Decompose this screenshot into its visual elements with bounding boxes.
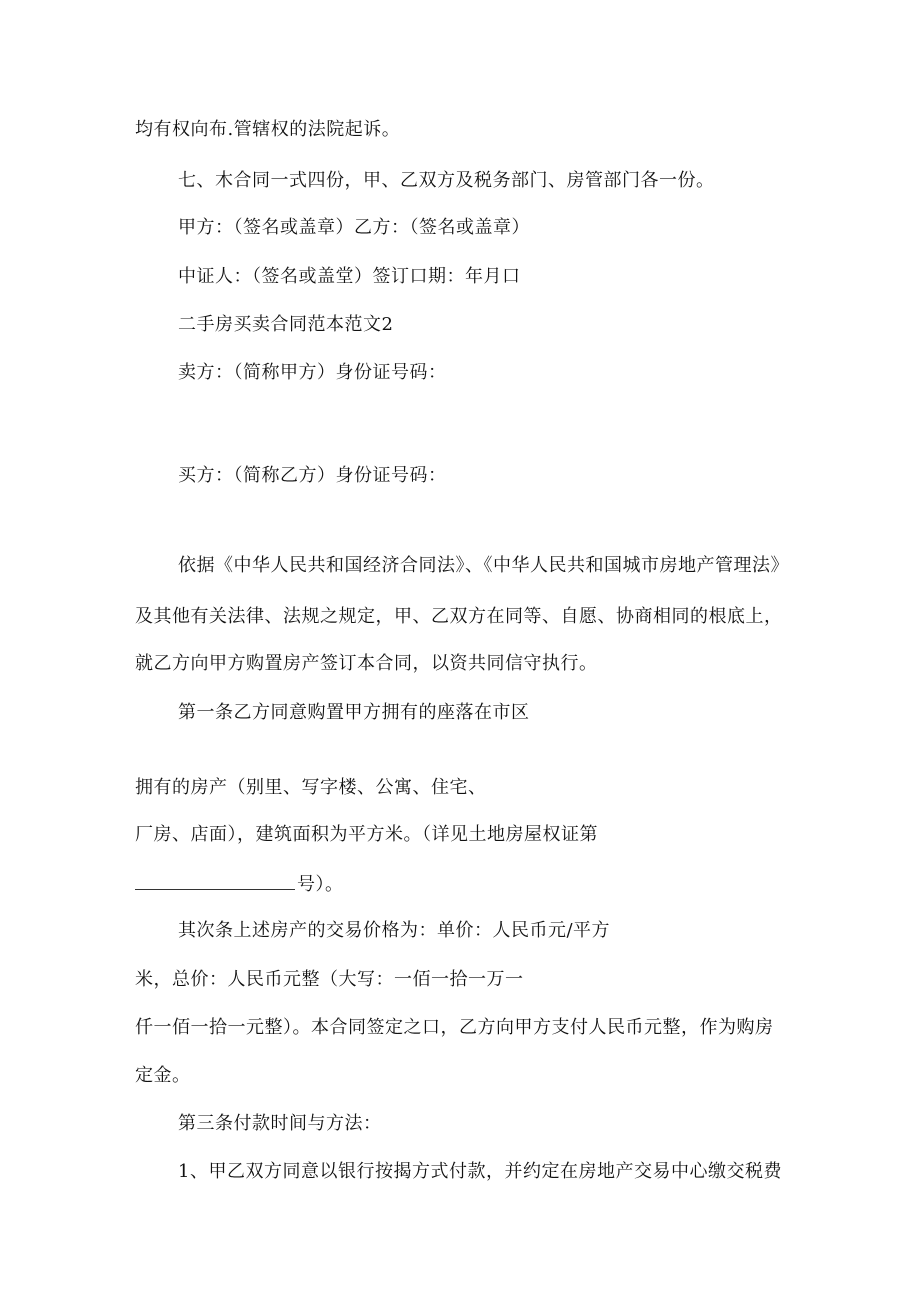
section-heading: 二手房买卖合同范本范文2 — [178, 314, 394, 335]
text-line: 依据《中华人民共和国经济合同法》、《中华人民共和国城市房地产管理法》 — [178, 555, 789, 576]
text-line: 卖方：（简称甲方）身份证号码： — [178, 362, 447, 383]
text-line: 及其他有关法律、法规之规定，甲、乙双方在同等、自愿、协商相同的根底上， — [135, 606, 783, 627]
text-line: 买方：（简称乙方）身份证号码： — [178, 465, 447, 486]
text-line: 1、甲乙双方同意以银行按揭方式付款，并约定在房地产交易中心缴交税费 — [178, 1161, 782, 1182]
text-line: 中证人：（签名或盖堂）签订口期：年月口 — [178, 266, 521, 287]
text-line-with-blank — [135, 871, 344, 897]
fill-in-blank — [135, 871, 295, 890]
text-line: 第三条付款时间与方法： — [178, 1113, 382, 1134]
text-line: 七、木合同一式四份，甲、乙双方及税务部门、房管部门各一份。 — [178, 170, 715, 191]
text-line: 定金。 — [135, 1065, 191, 1086]
text-line: 厂房、店面），建筑面积为平方米。（详见土地房屋权证第 — [135, 824, 598, 845]
text-line: 其次条上述房产的交易价格为：单价：人民币元/平方 — [178, 920, 611, 941]
text-line: 米，总价：人民币元整（大写：一佰一拾一万一 — [135, 969, 524, 990]
text-line: 就乙方向甲方购置房产签订本合同，以资共同信守执行。 — [135, 653, 598, 674]
text-line: 均有权向布.管辖权的法院起诉。 — [135, 119, 401, 140]
text-line: 第一条乙方同意购置甲方拥有的座落在市区 — [178, 702, 530, 723]
text-fragment: 号）。 — [297, 874, 344, 895]
text-line: 拥有的房产（别里、写字楼、公寓、住宅、 — [135, 777, 487, 798]
text-line: 仟一佰一拾一元整）。本合同签定之口，乙方向甲方支付人民币元整，作为购房 — [135, 1017, 774, 1038]
text-line: 甲方：（签名或盖章）乙方：（签名或盖章） — [178, 217, 530, 238]
